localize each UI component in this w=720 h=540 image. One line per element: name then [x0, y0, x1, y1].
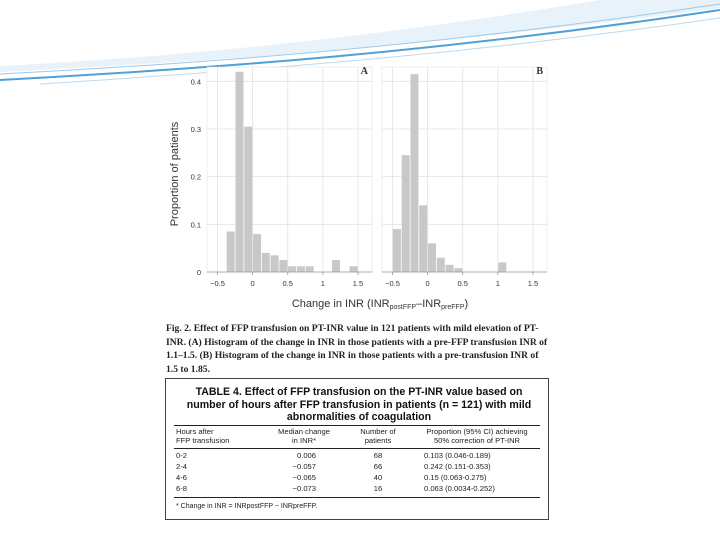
table-bottom-rule [174, 497, 540, 498]
cell-proportion: 0.15 (0.063-0.275) [424, 473, 487, 482]
table-4 [165, 378, 549, 520]
table-header-hours: Hours after FFP transfusion [176, 427, 230, 445]
x-tick-label: 0.5 [457, 279, 468, 288]
figure-caption [166, 322, 552, 376]
histogram-bar [279, 260, 287, 272]
histogram-bar [306, 266, 314, 272]
x-tick-label: −0.5 [385, 279, 400, 288]
cell-number: 16 [373, 484, 383, 493]
histogram-bar [498, 262, 506, 272]
histogram-bar [227, 231, 235, 272]
x-tick-label: 0 [250, 279, 255, 288]
cell-proportion: 0.103 (0.046-0.189) [424, 451, 491, 460]
table-header-number: Number of patients [360, 427, 396, 445]
x-tick-label: 1.5 [527, 279, 539, 288]
table-top-rule [174, 425, 540, 426]
table-title: TABLE 4. Effect of FFP transfusion on the PT-INR value based on number of hours after FFP transfusion in patients (n = 121) with mild abnormalities of coagulation [186, 386, 532, 423]
panel-a [191, 66, 372, 288]
cell-median: −0.065 [292, 473, 316, 482]
cell-median: 0.006 [296, 451, 316, 460]
histogram-bar [419, 205, 427, 272]
cell-number: 40 [373, 473, 383, 482]
x-tick-label: 1 [495, 279, 500, 288]
x-tick-label: 1 [320, 279, 325, 288]
y-tick-label: 0 [196, 268, 201, 277]
cell-number: 66 [373, 462, 383, 471]
histogram-bar [446, 265, 454, 272]
figure-2 [165, 62, 550, 322]
histogram-bar [253, 234, 261, 272]
table-header-proportion: Proportion (95% CI) achieving 50% correction of PT-INR [426, 427, 528, 445]
histogram-bar [437, 258, 445, 272]
x-tick-label: 0.5 [282, 279, 293, 288]
x-tick-label: 0 [425, 279, 430, 288]
histogram-bar [262, 253, 270, 272]
x-axis-label-sub1: postFFP [389, 304, 417, 311]
histogram-bar [332, 260, 340, 272]
cell-median: −0.057 [292, 462, 316, 471]
x-axis-label-main: Change in INR (INR [291, 298, 390, 310]
cell-proportion: 0.242 (0.151-0.353) [424, 462, 491, 471]
histogram-bar [402, 155, 410, 272]
caption-text: Effect of FFP transfusion on PT-INR value in 121 patients with mild elevation of PT-INR. (A) Histogram of the change in INR in those patients with a pre-FFP transfusion INR of 1.1–1.5. (B) Histogram of the change in INR in those patients with a pre-transfusion INR of 1.5 to 1.85. [166, 323, 548, 375]
panel-b-label: B [536, 66, 543, 77]
histogram-bar [235, 72, 243, 272]
histogram-bar [271, 255, 279, 272]
histogram-bar [297, 266, 305, 272]
cell-median: −0.073 [292, 484, 316, 493]
cell-hours: 6-8 [176, 484, 187, 493]
histogram-bar [244, 127, 252, 272]
x-axis-label-sub2: preFFP [441, 304, 465, 311]
y-tick-label: 0.3 [190, 124, 201, 134]
histogram-bar [350, 266, 358, 272]
histogram-bar [454, 268, 462, 272]
y-axis-label: Proportion of patients [169, 121, 181, 227]
histogram-bar [428, 243, 436, 272]
table-footnote: * Change in INR = INRpostFFP − INRpreFFP. [176, 503, 318, 510]
cell-hours: 2-4 [176, 462, 187, 471]
x-tick-label: 1.5 [352, 279, 364, 288]
histogram-bar [393, 229, 401, 272]
panel-b [382, 66, 547, 288]
cell-number: 68 [373, 451, 383, 460]
table-header-median: Median change in INR* [278, 427, 330, 445]
y-tick-label: 0.1 [190, 220, 201, 230]
cell-hours: 4-6 [176, 473, 187, 482]
y-tick-label: 0.2 [190, 172, 201, 182]
histogram-bar [288, 266, 296, 272]
x-axis-label-end: ) [464, 298, 469, 310]
panel-a-label: A [360, 66, 368, 77]
x-axis-label-mid: –INR [416, 298, 442, 310]
cell-hours: 0-2 [176, 451, 187, 460]
x-tick-label: −0.5 [210, 279, 225, 288]
y-tick-label: 0.4 [190, 77, 201, 87]
table-header-rule [174, 448, 540, 449]
x-axis-label [292, 298, 468, 311]
histogram-bar [410, 74, 418, 272]
cell-proportion: 0.063 (0.0034-0.252) [424, 484, 495, 493]
caption-label: Fig. 2. [166, 323, 192, 334]
